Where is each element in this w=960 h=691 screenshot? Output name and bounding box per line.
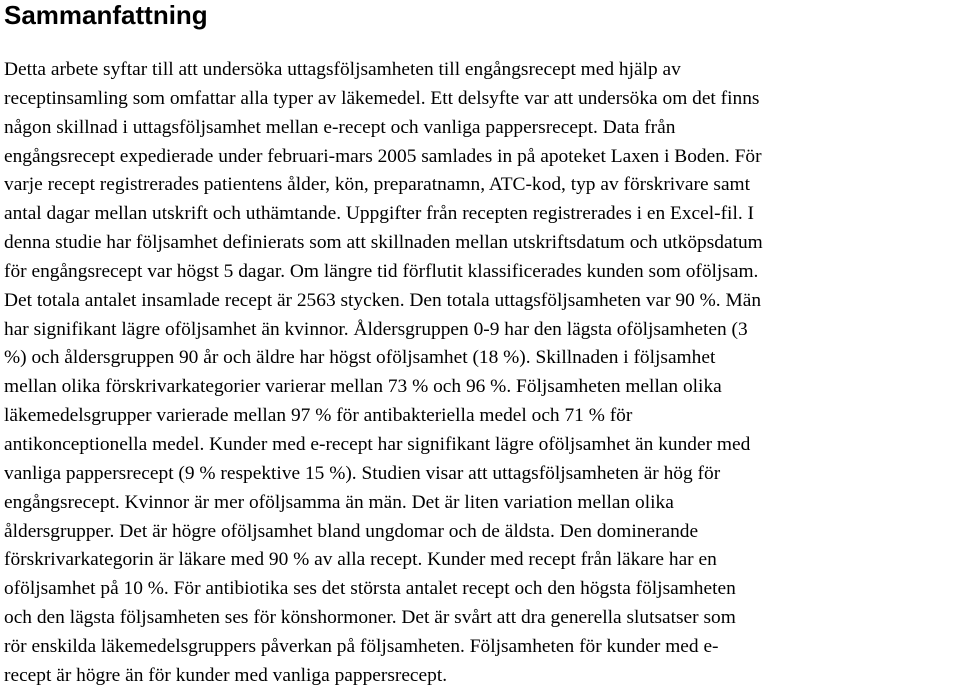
paragraph-line: åldersgrupper. Det är högre oföljsamhet bland ungdomar och de äldsta. Den dominerande	[4, 520, 699, 542]
paragraph-line: antal dagar mellan utskrift och uthämtande. Uppgifter från recepten registrerades i en Excel-fil. I	[4, 203, 754, 225]
paragraph-line: vanliga pappersrecept (9 % respektive 15 %). Studien visar att uttagsföljsamheten är hög för	[4, 462, 721, 484]
paragraph-line: Detta arbete syftar till att undersöka uttagsföljsamheten till engångsrecept med hjälp av	[4, 59, 681, 80]
paragraph-line: denna studie har följsamhet definierats som att skillnaden mellan utskriftsdatum och utköpsdatum	[4, 232, 763, 254]
paragraph-line: förskrivarkategorin är läkare med 90 % av alla recept. Kunder med recept från läkare har en	[4, 549, 717, 571]
paragraph-line: för engångsrecept var högst 5 dagar. Om längre tid förflutit klassificerades kunden som oföljsam.	[4, 260, 759, 282]
paragraph-line: %) och åldersgruppen 90 år och äldre har högst oföljsamhet (18 %). Skillnaden i följsamhet	[4, 347, 716, 369]
paragraph-line: läkemedelsgrupper varierade mellan 97 % för antibakteriella medel och 71 % för	[4, 405, 633, 427]
paragraph-line: recept är högre än för kunder med vanliga pappersrecept.	[4, 664, 448, 686]
paragraph-line: antikonceptionella medel. Kunder med e-recept har signifikant lägre oföljsamhet än kunder med	[4, 433, 751, 455]
paragraph-line: och den lägsta följsamheten ses för könshormoner. Det är svårt att dra generella slutsatser som	[4, 607, 736, 629]
paragraph-line: Det totala antalet insamlade recept är 2563 stycken. Den totala uttagsföljsamheten var 90 %. Män	[4, 289, 762, 311]
paragraph-line: engångsrecept. Kvinnor är mer oföljsamma än män. Det är liten variation mellan olika	[4, 491, 674, 513]
paragraph-line: rör enskilda läkemedelsgruppers påverkan på följsamheten. Följsamheten för kunder med e-	[4, 635, 719, 657]
paragraph-line: receptinsamling som omfattar alla typer av läkemedel. Ett delsyfte var att undersöka om det finns	[4, 87, 760, 109]
paragraph-line: har signifikant lägre oföljsamhet än kvinnor. Åldersgruppen 0-9 har den lägsta oföljsamheten (3	[4, 318, 748, 340]
summary-paragraph	[4, 56, 956, 691]
section-heading: Sammanfattning	[4, 0, 208, 30]
paragraph-line: mellan olika förskrivarkategorier varierar mellan 73 % och 96 %. Följsamheten mellan olika	[4, 376, 722, 398]
paragraph-line: någon skillnad i uttagsföljsamhet mellan e-recept och vanliga pappersrecept. Data från	[4, 116, 676, 138]
paragraph-line: oföljsamhet på 10 %. För antibiotika ses det största antalet recept och den högsta följsamheten	[4, 578, 736, 600]
paragraph-line: engångsrecept expedierade under februari-mars 2005 samlades in på apoteket Laxen i Boden. För	[4, 145, 762, 167]
paragraph-line: varje recept registrerades patientens ålder, kön, preparatnamn, ATC-kod, typ av förskrivare samt	[4, 174, 751, 196]
